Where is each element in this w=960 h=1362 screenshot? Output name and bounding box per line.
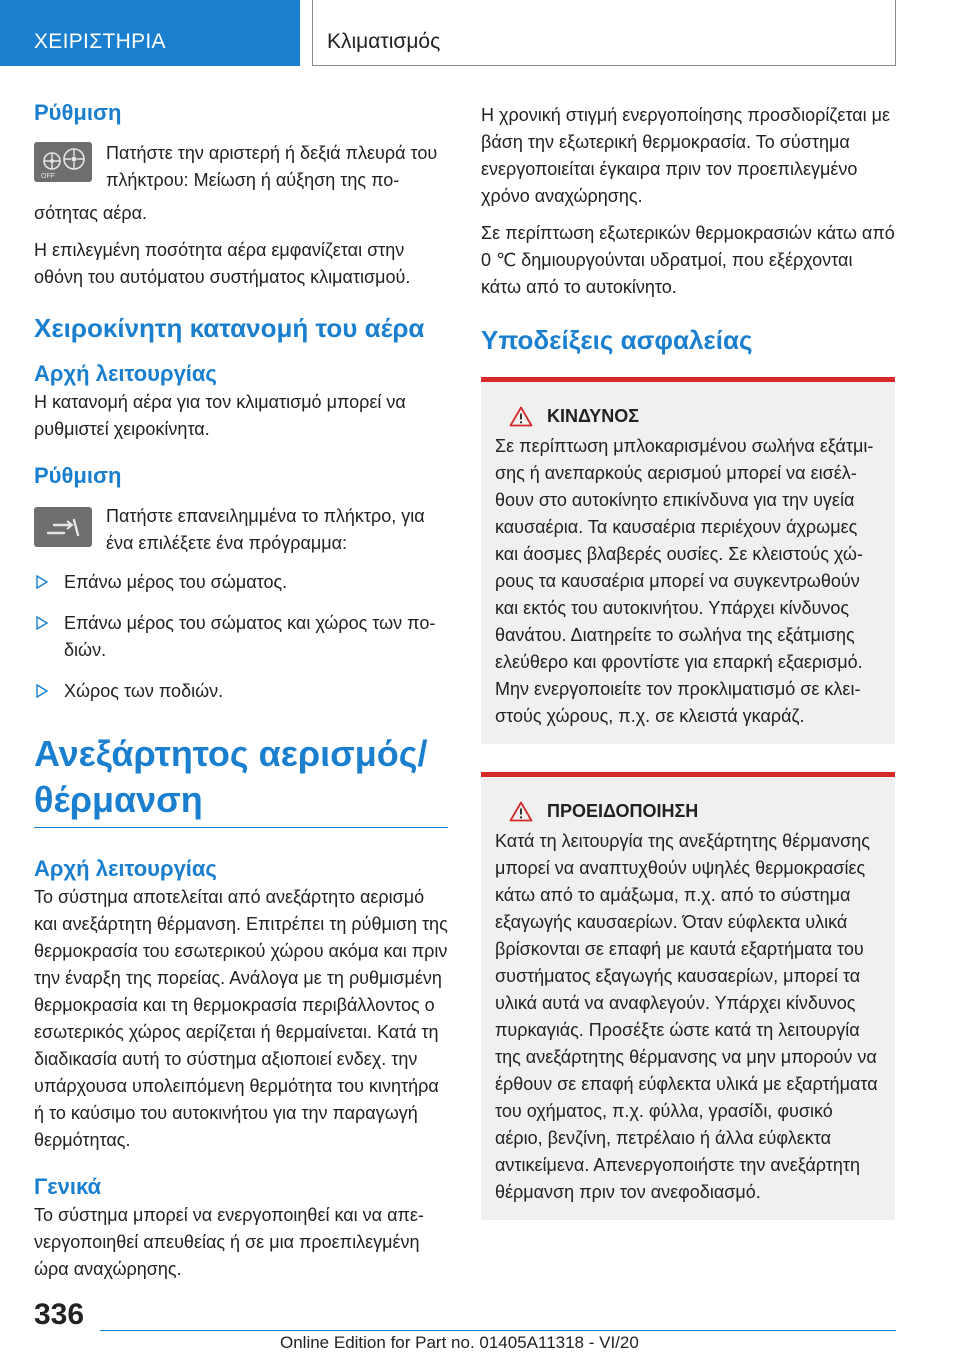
setting-heading: Ρύθμιση — [34, 100, 122, 125]
activation-text: Η χρονική στιγμή ενεργοποίησης προσδιορίζεται με βάση την εξωτερική θερμοκρασία. Το σύστημα ενεργοποιείται έγκαιρα πριν τον προεπιλεγμένο χρόνο αναχώρησης. — [481, 105, 890, 206]
warning-header — [509, 801, 881, 822]
options-list — [34, 569, 448, 705]
warning-triangle-icon — [509, 801, 533, 822]
triangle-bullet-icon — [36, 615, 48, 631]
danger-text: Σε περίπτωση μπλοκαρισμένου σωλήνα εξάτμισης ή ανεπαρκούς αερισμού μπορεί να εισέλθουν στο αυτοκίνητο επικίνδυνα για την υγεία καυσαέρια. Τα καυσαέρια περιέχουν άχρωμες και άοσμες βλαβερές ουσίες. Σε κλειστούς χώρους τα καυσαέρια μπορεί να συγκεντρωθούν και εκτός του αυτοκινήτου. Υπάρχει κίνδυνος θανάτου. Διατηρείτε το σωλήνα της εξάτμισης ελεύθερο και φροντίστε για επαρκή εξαερισμό. Μην ενεργοποιείτε τον προκλιματισμό σε κλειστούς χώρους, π.χ. σε κλειστά γκαράζ. — [495, 436, 874, 726]
vapor-text: Σε περίπτωση εξωτερικών θερμοκρασιών κάτω από 0 ℃ δημιουργούνται υδρατμοί, που εξέρχονται κάτω από το αυτοκίνητο. — [481, 223, 895, 297]
page-header — [0, 0, 960, 66]
manual-distribution-heading: Χειροκίνητη κατανομή του αέρα — [34, 313, 425, 343]
safety-heading: Υποδείξεις ασφαλείας — [481, 325, 753, 355]
warning-text: Κατά τη λειτουργία της ανεξάρτητης θέρμανσης μπορεί να αναπτυχθούν υψηλές θερμοκρασίες κάτω από το αμάξωμα, π.χ. από το σύστημα εξαγωγής καυσαερίων. Όταν εύφλεκτα υλικά βρίσκονται σε επαφή με καυτά εξαρτήματα του συστήματος εξαγωγής καυσαερίων, μπορεί τα υλικά αυτά να αναφλεγούν. Υπάρχει κίνδυνος πυρκαγιάς. Προσέξτε ώστε κατά τη λειτουργία της ανεξάρτητης θέρμανσης να μην μπορούν να έρθουν σε επαφή εύφλεκτα υλικά με εξαρτήματα του οχήματος, π.χ. φύλλα, γρασίδι, φυσικό αέριο, βενζίνη, πετρέλαιο ή άλλα εύφλεκτα αντικείμενα. Απενεργοποιήστε την ανεξάρτητη θέρμανση πριν τον ανεφοδιασμό. — [495, 831, 878, 1202]
warning-triangle-icon — [509, 406, 533, 427]
danger-box — [481, 377, 895, 744]
right-column — [481, 102, 895, 1220]
footer-rule — [100, 1330, 896, 1331]
principle-heading: Αρχή λειτουργίας — [34, 361, 217, 386]
triangle-bullet-icon — [36, 574, 48, 590]
principle-text: Η κατανομή αέρα για τον κλιματισμό μπορεί να ρυθμιστεί χειροκίνητα. — [34, 392, 406, 439]
setting-text-continued: σότητας αέρα. — [34, 203, 148, 223]
chapter-box — [312, 0, 896, 66]
fan-control-row — [34, 140, 448, 200]
danger-header — [509, 406, 881, 427]
fan-speed-button — [34, 142, 92, 182]
left-column — [34, 98, 448, 1283]
air-distribution-button — [34, 507, 92, 547]
chapter-title: Κλιματισμός — [327, 30, 441, 53]
heading-rule — [34, 827, 448, 828]
general-heading: Γενικά — [34, 1174, 102, 1199]
setting-heading-2: Ρύθμιση — [34, 463, 122, 488]
independent-ventilation-heading: Ανεξάρτητος αερισμός/ θέρμανση — [34, 733, 428, 820]
section-tab: ΧΕΙΡΙΣΤΗΡΙΑ — [0, 0, 300, 66]
principle-heading-2: Αρχή λειτουργίας — [34, 856, 217, 881]
setting-note: Η επιλεγμένη ποσότητα αέρα εμφανίζεται στην οθόνη του αυτόματου συστήματος κλιματισμού. — [34, 240, 411, 287]
triangle-bullet-icon — [36, 683, 48, 699]
list-item: Επάνω μέρος του σώματος και χώρος των ποδιών. — [34, 610, 448, 664]
principle-text-2: Το σύστημα αποτελείται από ανεξάρτητο αερισμό και ανεξάρτητη θέρμανση. Επιτρέπει τη ρύθμιση της θερμοκρασία του εσωτερικού χώρου ακόμα και πριν την έναρξη της πορείας. Ανάλογα με τη ρυθμισμένη θερμοκρασία και τη θερμοκρασία περιβάλλοντος ο εσωτερικός χώρος αερίζεται ή θερμαίνεται. Κατά τη διαδικασία αυτή το σύστημα αξιοποιεί ενδεχ. την υπάρχουσα υπολειπόμενη θερμότητα του κινητήρα ή το καύσιμο του αυτοκινήτου για την παραγωγή θερμότητας. — [34, 887, 448, 1150]
setting-text: Πατήστε την αριστερή ή δεξιά πλευρά του πλήκτρου: Μείωση ή αύξηση της πο- — [106, 143, 438, 190]
distribution-control-row — [34, 503, 448, 559]
general-text: Το σύστημα μπορεί να ενεργοποιηθεί και να απενεργοποιηθεί απευθείας ή σε μια προεπιλεγμένη ώρα αναχώρησης. — [34, 1205, 424, 1279]
fan-icon — [34, 142, 92, 182]
edition-text: Online Edition for Part no. 01405A11318 - VI/20 — [280, 1333, 639, 1352]
warning-title: ΠΡΟΕΙΔΟΠΟΙΗΣΗ — [547, 801, 699, 821]
air-distribution-icon — [34, 507, 92, 547]
list-item: Χώρος των ποδιών. — [34, 678, 448, 705]
danger-title: ΚΙΝΔΥΝΟΣ — [547, 406, 640, 426]
list-item: Επάνω μέρος του σώματος. — [34, 569, 448, 596]
warning-box — [481, 772, 895, 1220]
page-number: 336 — [34, 1298, 85, 1331]
svg-text:OFF: OFF — [41, 173, 55, 180]
setting-text-2: Πατήστε επανειλημμένα το πλήκτρο, για ένα επιλέξετε ένα πρόγραμμα: — [106, 506, 425, 553]
